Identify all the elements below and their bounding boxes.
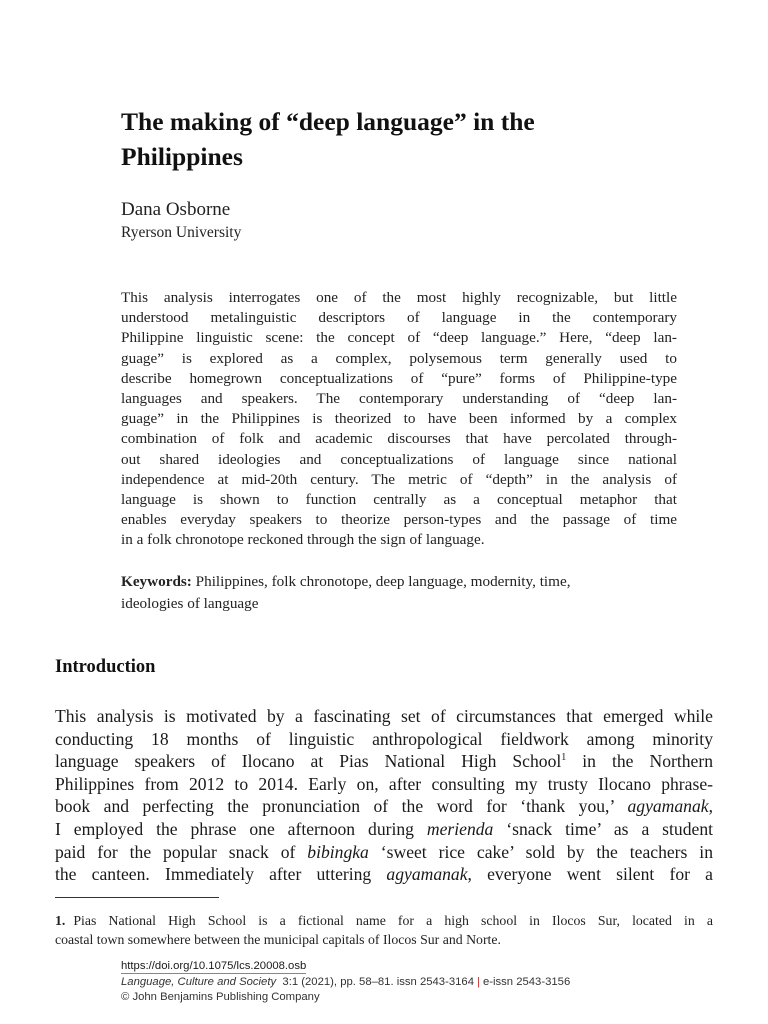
ilocano-term: merienda [426, 818, 494, 839]
footnote-line [55, 911, 713, 930]
abstract-line: guage” in the Philippines is theorized to have been informed by a complex [121, 410, 677, 428]
author-affiliation: Ryerson University [121, 224, 242, 241]
abstract-line: enables everyday speakers to theorize person-types and the passage of time [121, 511, 677, 529]
abstract-line: guage” is explored as a complex, polysemous term generally used to [121, 349, 677, 367]
ilocano-term: agyamanak [627, 796, 709, 817]
abstract-line: languages and speakers. The contemporary understanding of “deep lan- [121, 390, 677, 408]
footnote-number: 1. [55, 913, 66, 928]
footnote-marker[interactable]: 1 [561, 752, 567, 764]
issn: issn 2543-3164 [396, 975, 474, 988]
body-text-fragment: ‘sweet rice cake’ sold by the teachers in [368, 841, 713, 862]
volume-pages: 3:1 (2021), pp. 58–81. [282, 975, 394, 988]
body-text-fragment: book and perfecting the pronunciation of the word for ‘thank you,’ [55, 796, 628, 817]
journal-line [121, 975, 621, 991]
body-line [55, 818, 713, 841]
footnote-text: Pias National High School is a fictional name for a high school in Ilocos Sur, located in a [73, 913, 713, 928]
author-name: Dana Osborne [121, 199, 231, 220]
body-text-fragment: in the Northern [566, 751, 713, 772]
separator: | [477, 975, 480, 988]
body-text [55, 705, 713, 886]
body-text-fragment: paid for the popular snack of [55, 841, 308, 862]
keywords-list: Philippines, folk chronotope, deep language, modernity, time, [195, 573, 571, 590]
abstract-line: in a folk chronotope reckoned through the sign of language. [121, 531, 485, 549]
article-title [121, 104, 681, 174]
ilocano-term: agyamanak [386, 864, 468, 885]
body-text-fragment: , everyone went silent for a [467, 864, 713, 885]
footnote [55, 911, 713, 949]
abstract-line: Philippine linguistic scene: the concept of “deep language.” Here, “deep lan- [121, 329, 677, 347]
abstract-line: language is shown to function centrally as a conceptual metaphor that [121, 491, 677, 509]
abstract [121, 288, 677, 551]
body-line: Philippines from 2012 to 2014. Early on, after consulting my trusty Ilocano phrase- [55, 773, 713, 794]
body-line [55, 863, 713, 886]
abstract-line: combination of folk and academic discourses that have percolated through- [121, 430, 677, 448]
keywords-list-continued: ideologies of language [121, 595, 259, 612]
keywords-line [121, 571, 677, 593]
title-line: Philippines [121, 142, 243, 171]
title-line: The making of “deep language” in the [121, 107, 535, 136]
footnote-line: coastal town somewhere between the municipal capitals of Ilocos Sur and Norte. [55, 932, 501, 947]
body-line: conducting 18 months of linguistic anthropological fieldwork among minority [55, 728, 713, 749]
body-text-fragment: the canteen. Immediately after uttering [55, 864, 387, 885]
section-heading: Introduction [55, 657, 156, 677]
copyright: © John Benjamins Publishing Company [121, 991, 320, 1003]
eissn: e-issn 2543-3156 [482, 975, 571, 988]
footnote-divider [55, 897, 219, 898]
body-line [55, 750, 713, 773]
abstract-line: understood metalinguistic descriptors of language in the contemporary [121, 309, 677, 327]
abstract-line: describe homegrown conceptualizations of “pure” forms of Philippine-type [121, 369, 677, 387]
body-text-fragment: ‘snack time’ as a student [493, 818, 713, 839]
keywords [121, 571, 677, 615]
publication-info [121, 959, 621, 1006]
body-text-fragment: I employed the phrase one afternoon during [55, 818, 427, 839]
ilocano-term: bibingka [307, 841, 369, 862]
abstract-line: This analysis interrogates one of the most highly recognizable, but little [121, 289, 677, 306]
body-text-fragment: language speakers of Ilocano at Pias National High School [55, 751, 562, 772]
doi-line [121, 959, 621, 975]
abstract-line: out shared ideologies and conceptualizations of language since national [121, 450, 677, 468]
abstract-line: independence at mid-20th century. The metric of “depth” in the analysis of [121, 470, 677, 488]
body-line [55, 795, 713, 818]
body-line: This analysis is motivated by a fascinating set of circumstances that emerged while [55, 706, 713, 726]
journal-name: Language, Culture and Society [121, 975, 277, 988]
body-line [55, 841, 713, 864]
body-text-fragment: , [708, 796, 713, 817]
keywords-label: Keywords: [121, 573, 192, 590]
doi-link[interactable]: https://doi.org/10.1075/lcs.20008.osb [121, 960, 307, 972]
